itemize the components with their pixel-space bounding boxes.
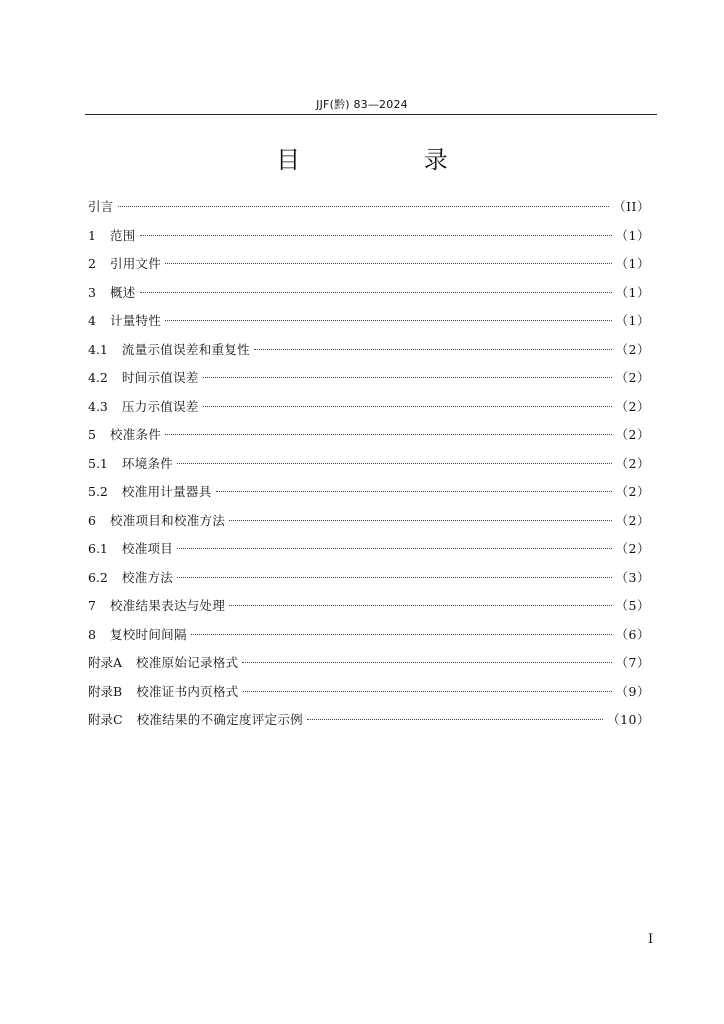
toc-item-3[interactable] bbox=[88, 284, 650, 313]
toc-item-4-2[interactable] bbox=[88, 369, 650, 398]
toc-item-number: 5.2 bbox=[88, 484, 108, 499]
toc-item-number: 4 bbox=[88, 313, 96, 328]
toc-item-number: 8 bbox=[88, 626, 96, 642]
toc-item-page: （9） bbox=[615, 683, 650, 699]
toc-item-page: （2） bbox=[615, 455, 650, 471]
toc-item-number: 5.1 bbox=[88, 455, 108, 471]
toc-item-number: 5 bbox=[88, 427, 96, 442]
toc-item-page: （II） bbox=[613, 199, 650, 214]
toc-item-page: （1） bbox=[615, 313, 650, 328]
toc-item-label: 环境条件 bbox=[121, 455, 174, 471]
toc-item-5-2[interactable] bbox=[88, 483, 650, 512]
toc-item-page: （2） bbox=[615, 341, 650, 357]
toc-leader-dots bbox=[203, 377, 612, 378]
toc-item-label: 校准方法 bbox=[121, 569, 174, 585]
toc-item-number: 4.2 bbox=[88, 370, 108, 385]
toc-item-page: （1） bbox=[615, 256, 650, 271]
toc-leader-dots bbox=[254, 349, 612, 350]
toc-leader-dots bbox=[140, 292, 612, 293]
toc-item-appendix-c[interactable] bbox=[88, 711, 650, 740]
toc-item-label: 校准结果表达与处理 bbox=[109, 598, 226, 613]
toc-item-6-2[interactable] bbox=[88, 569, 650, 598]
toc-item-number: 6.2 bbox=[88, 569, 108, 585]
toc-leader-dots bbox=[229, 605, 611, 606]
toc-item-label: 引言 bbox=[88, 199, 114, 214]
toc-leader-dots bbox=[177, 577, 611, 578]
toc-item-page: （2） bbox=[615, 398, 650, 414]
toc-item-label: 概述 bbox=[109, 284, 136, 300]
toc-item-appendix-b[interactable] bbox=[88, 683, 650, 712]
toc-item-4-1[interactable] bbox=[88, 341, 650, 370]
toc-item-label: 校准项目和校准方法 bbox=[109, 512, 226, 528]
toc-item-label: 引用文件 bbox=[109, 256, 162, 271]
toc-item-label: 压力示值误差 bbox=[121, 398, 199, 414]
toc-item-page: （3） bbox=[615, 569, 650, 585]
toc-item-label: 校准条件 bbox=[109, 427, 162, 442]
toc-item-8[interactable] bbox=[88, 626, 650, 655]
page-number: I bbox=[648, 932, 654, 947]
toc-item-label: 校准原始记录格式 bbox=[136, 655, 239, 670]
toc-item-label: 校准项目 bbox=[121, 541, 174, 556]
toc-leader-dots bbox=[177, 463, 611, 464]
toc-item-page: （2） bbox=[615, 512, 650, 528]
toc-item-page: （1） bbox=[615, 227, 650, 243]
toc-item-7[interactable] bbox=[88, 597, 650, 626]
toc-item-number: 6 bbox=[88, 512, 96, 528]
toc-leader-dots bbox=[118, 206, 610, 207]
toc-item-page: （1） bbox=[615, 284, 650, 300]
toc-item-6-1[interactable] bbox=[88, 540, 650, 569]
toc-item-label: 校准证书内页格式 bbox=[136, 683, 239, 699]
toc-item-label: 范围 bbox=[109, 227, 136, 243]
header-rule bbox=[85, 114, 657, 115]
toc-item-1[interactable] bbox=[88, 227, 650, 256]
toc-item-2[interactable] bbox=[88, 255, 650, 284]
toc-leader-dots bbox=[242, 662, 611, 663]
toc-item-6[interactable] bbox=[88, 512, 650, 541]
toc-item-number: 4.3 bbox=[88, 398, 108, 414]
toc-item-page: （7） bbox=[615, 655, 650, 670]
toc-leader-dots bbox=[165, 320, 611, 321]
toc-item-number: 附录A bbox=[88, 655, 123, 670]
toc-item-page: （2） bbox=[615, 484, 650, 499]
toc-item-label: 计量特性 bbox=[109, 313, 162, 328]
toc-item-intro[interactable] bbox=[88, 198, 650, 227]
toc-item-number: 2 bbox=[88, 256, 96, 271]
toc-item-page: （2） bbox=[615, 370, 650, 385]
toc-item-number: 6.1 bbox=[88, 541, 108, 556]
toc-item-page: （10） bbox=[607, 712, 650, 727]
toc-leader-dots bbox=[177, 548, 611, 549]
toc-item-5-1[interactable] bbox=[88, 455, 650, 484]
toc-leader-dots bbox=[165, 434, 611, 435]
toc-item-appendix-a[interactable] bbox=[88, 654, 650, 683]
toc-item-number: 7 bbox=[88, 598, 96, 613]
toc-item-4[interactable] bbox=[88, 312, 650, 341]
toc-item-number: 3 bbox=[88, 284, 96, 300]
toc-leader-dots bbox=[203, 406, 612, 407]
toc-item-label: 校准用计量器具 bbox=[121, 484, 212, 499]
toc-item-number: 1 bbox=[88, 227, 96, 243]
toc-item-page: （2） bbox=[615, 427, 650, 442]
toc-leader-dots bbox=[216, 491, 612, 492]
toc-item-label: 校准结果的不确定度评定示例 bbox=[136, 712, 303, 727]
toc-title: 目 录 bbox=[276, 146, 506, 174]
toc-item-number: 附录C bbox=[88, 712, 123, 727]
document-code: JJF(黔) 83—2024 bbox=[316, 98, 408, 111]
toc-item-label: 流量示值误差和重复性 bbox=[121, 341, 250, 357]
toc-leader-dots bbox=[165, 263, 611, 264]
toc-leader-dots bbox=[229, 520, 611, 521]
toc-item-page: （2） bbox=[615, 541, 650, 556]
toc-leader-dots bbox=[191, 634, 612, 635]
toc-item-label: 复校时间间隔 bbox=[109, 626, 187, 642]
toc-item-4-3[interactable] bbox=[88, 398, 650, 427]
toc-item-label: 时间示值误差 bbox=[121, 370, 199, 385]
toc-item-number: 4.1 bbox=[88, 341, 108, 357]
toc-item-number: 附录B bbox=[88, 683, 123, 699]
toc-item-page: （6） bbox=[615, 626, 650, 642]
toc-leader-dots bbox=[140, 235, 612, 236]
toc-item-page: （5） bbox=[615, 598, 650, 613]
toc-leader-dots bbox=[243, 691, 612, 692]
toc-list bbox=[88, 198, 650, 740]
toc-leader-dots bbox=[307, 719, 603, 720]
toc-item-5[interactable] bbox=[88, 426, 650, 455]
